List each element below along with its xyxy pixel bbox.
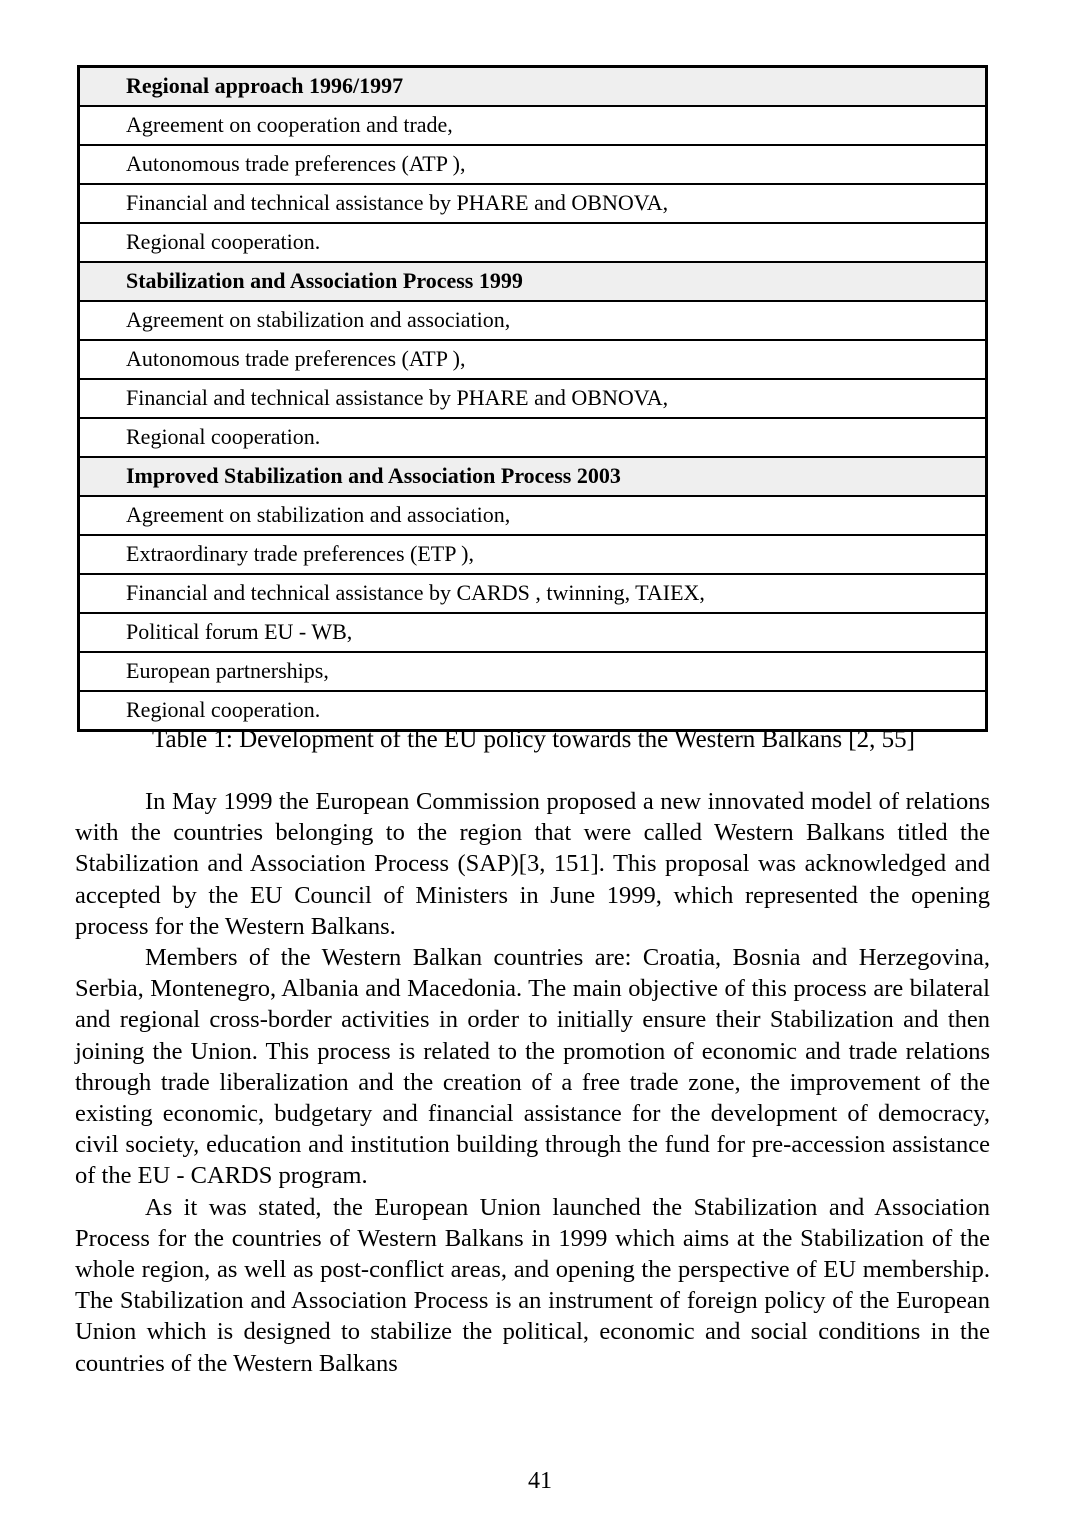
table-caption: Table 1: Development of the EU policy towards the Western Balkans [2, 55] (152, 726, 915, 753)
body-paragraph: As it was stated, the European Union launched the Stabilization and Association Process for the countries of Western Balkans in 1999 which aims at the Stabilization of the whole region, as well as post-conflict areas, and opening the perspective of EU membership. The Stabilization and Association Process is an instrument of foreign policy of the European Union which is designed to stabilize the political, economic and social conditions in the countries of the Western Balkans (75, 1193, 990, 1377)
table-section-header (79, 262, 987, 301)
table-cell: Financial and technical assistance by PHARE and OBNOVA, (126, 385, 669, 411)
table-cell: Regional cooperation. (126, 229, 321, 255)
table-row (79, 145, 987, 184)
page-number: 41 (528, 1468, 552, 1494)
table-cell: Agreement on stabilization and association, (126, 502, 511, 528)
body-text (75, 786, 990, 1379)
table-cell: Regional cooperation. (126, 697, 321, 723)
eu-policy-table (77, 65, 988, 732)
table-header-cell: Improved Stabilization and Association Process 2003 (79, 457, 987, 496)
table-cell: Agreement on cooperation and trade, (126, 112, 453, 138)
table-row (79, 106, 987, 145)
table-row (79, 223, 987, 262)
table-header-cell: Stabilization and Association Process 1999 (79, 262, 987, 301)
body-paragraph: Members of the Western Balkan countries are: Croatia, Bosnia and Herzegovina, Serbia, Montenegro, Albania and Macedonia. The main objective of this process are bilateral and regional cross-border activities in order to initially ensure their Stabilization and then joining the Union. This process is related to the promotion of economic and trade relations through trade liberalization and the creation of a free trade zone, the improvement of the existing economic, budgetary and financial assistance for the development of democracy, civil society, education and institution building through the fund for pre-accession assistance of the EU - CARDS program. (75, 944, 990, 1190)
table-cell: Extraordinary trade preferences (ETP ), (126, 541, 474, 567)
table-cell: Financial and technical assistance by PHARE and OBNOVA, (126, 190, 669, 216)
table-row (79, 301, 987, 340)
body-paragraph: In May 1999 the European Commission proposed a new innovated model of relations with the countries belonging to the region that were called Western Balkans titled the Stabilization and Association Process (SAP)[3, 151]. This proposal was acknowledged and accepted by the EU Council of Ministers in June 1999, which represented the opening process for the Western Balkans. (75, 788, 990, 940)
table-section-header (79, 457, 987, 496)
table-row (79, 379, 987, 418)
table-cell: Political forum EU - WB, (126, 619, 353, 645)
table-cell: Agreement on stabilization and association, (126, 307, 511, 333)
table-row (79, 652, 987, 691)
table-cell: Autonomous trade preferences (ATP ), (126, 151, 466, 177)
table-cell: European partnerships, (126, 658, 329, 684)
table-row (79, 418, 987, 457)
table-cell: Regional cooperation. (126, 424, 321, 450)
table-row (79, 340, 987, 379)
table-row (79, 613, 987, 652)
table-row (79, 184, 987, 223)
table-row (79, 691, 987, 731)
table-header-cell: Regional approach 1996/1997 (79, 67, 987, 107)
table-cell: Financial and technical assistance by CARDS , twinning, TAIEX, (126, 580, 705, 606)
table-cell: Autonomous trade preferences (ATP ), (126, 346, 466, 372)
table-row (79, 574, 987, 613)
table-section-header (79, 67, 987, 107)
table-row (79, 535, 987, 574)
table-row (79, 496, 987, 535)
